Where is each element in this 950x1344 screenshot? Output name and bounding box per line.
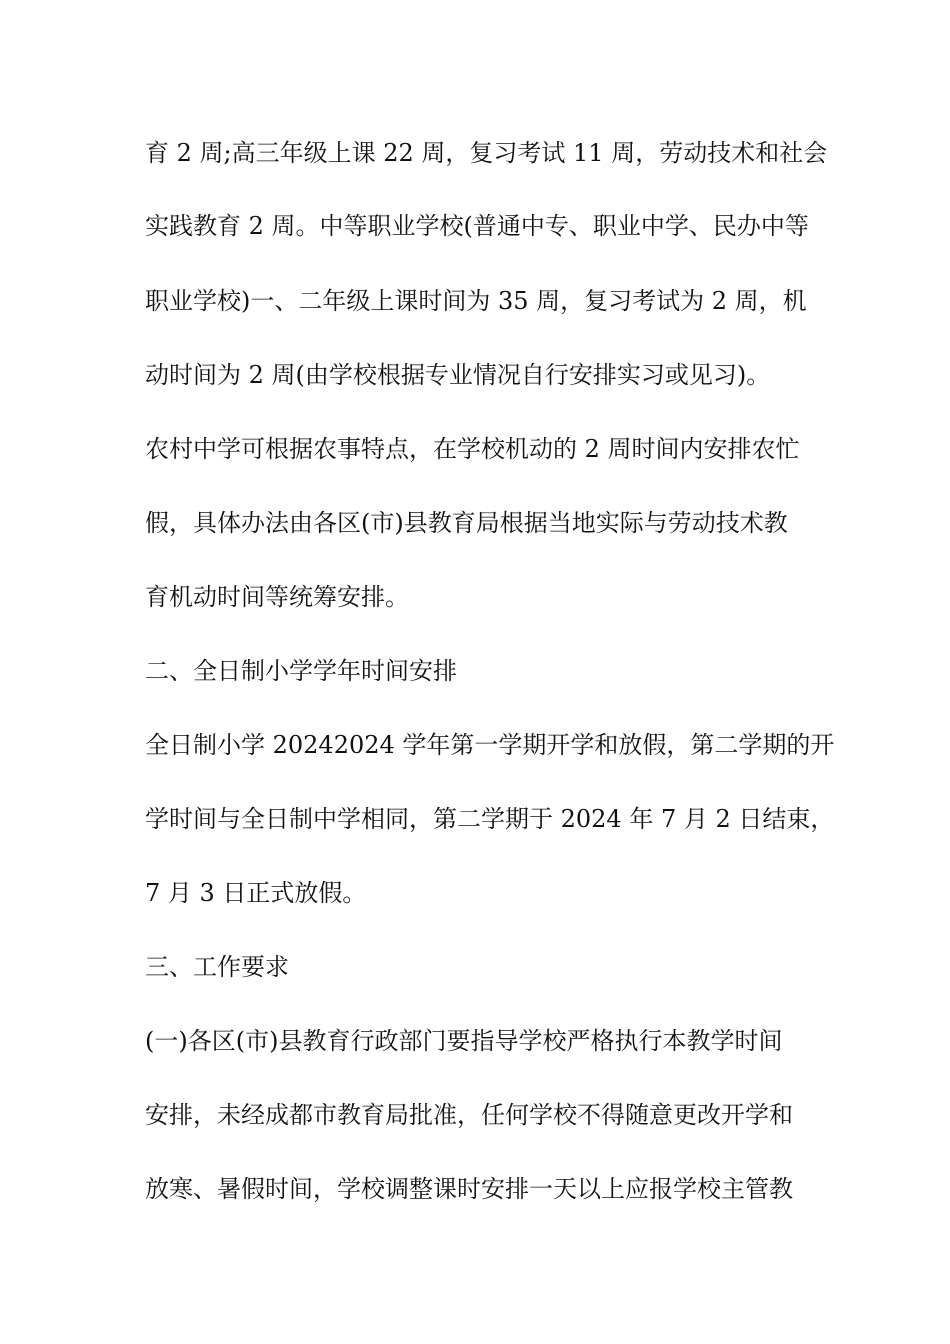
text-line-1: 育 2 周;高三年级上课 22 周，复习考试 11 周，劳动技术和社会 <box>145 139 828 167</box>
section-heading-3: 三、工作要求 <box>145 953 289 981</box>
text-line-10: 学时间与全日制中学相同，第二学期于 2024 年 7 月 2 日结束， <box>145 805 835 833</box>
text-line-4: 动时间为 2 周(由学校根据专业情况自行安排实习或见习)。 <box>145 361 771 389</box>
text-line-15: 放寒、暑假时间，学校调整课时安排一天以上应报学校主管教 <box>145 1175 793 1203</box>
text-line-7: 育机动时间等统筹安排。 <box>145 583 409 611</box>
text-line-6: 假，具体办法由各区(市)县教育局根据当地实际与劳动技术教 <box>145 509 788 537</box>
text-line-13: (一)各区(市)县教育行政部门要指导学校严格执行本教学时间 <box>145 1027 783 1055</box>
text-line-11: 7 月 3 日正式放假。 <box>145 879 367 907</box>
text-line-3: 职业学校)一、二年级上课时间为 35 周，复习考试为 2 周，机 <box>145 287 807 315</box>
text-line-2: 实践教育 2 周。中等职业学校(普通中专、职业中学、民办中等 <box>145 212 809 240</box>
text-line-5: 农村中学可根据农事特点，在学校机动的 2 周时间内安排农忙 <box>145 435 800 463</box>
section-heading-2: 二、全日制小学学年时间安排 <box>145 657 457 685</box>
text-line-9: 全日制小学 20242024 学年第一学期开学和放假，第二学期的开 <box>145 731 835 759</box>
text-line-14: 安排，未经成都市教育局批准，任何学校不得随意更改开学和 <box>145 1101 793 1129</box>
